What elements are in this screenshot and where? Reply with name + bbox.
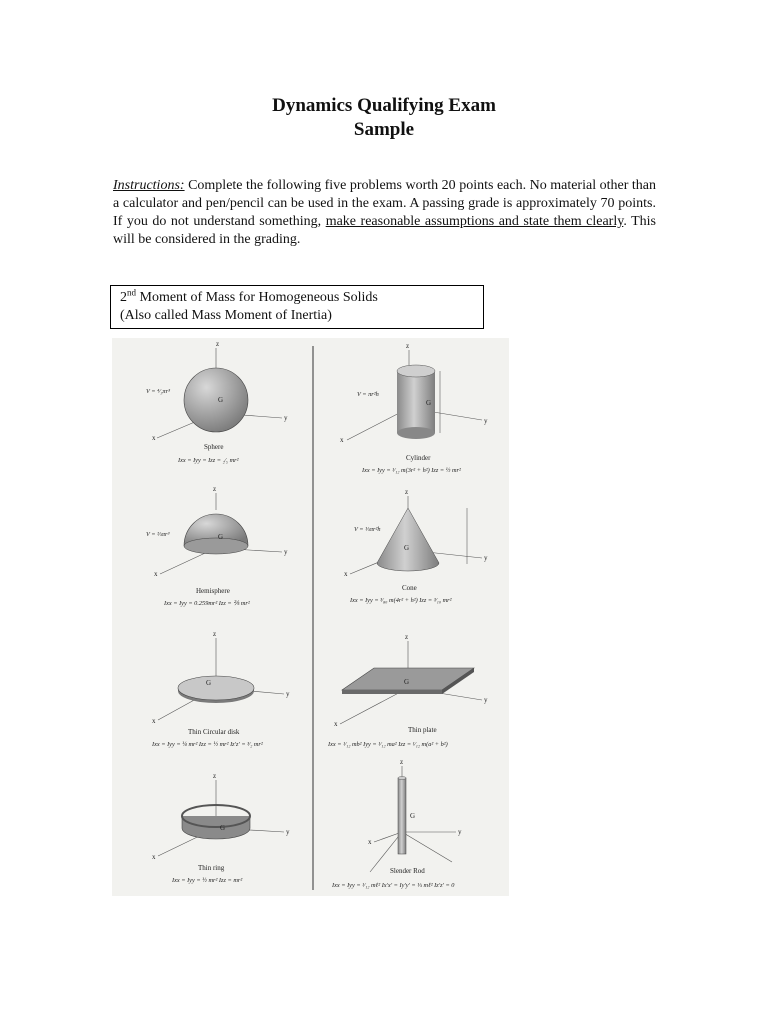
svg-text:y: y — [284, 414, 288, 422]
plate-formula: Ixx = ¹⁄₁₂ mb² Iyy = ¹⁄₁₂ ma² Izz = ¹⁄₁₂ m(a² + b²) — [328, 741, 448, 748]
svg-text:y: y — [484, 696, 488, 704]
svg-text:y: y — [286, 828, 290, 836]
svg-text:z: z — [216, 340, 220, 348]
cylinder-label: Cylinder — [406, 454, 431, 462]
svg-text:y: y — [458, 828, 462, 836]
box-line-1 — [120, 289, 483, 307]
svg-text:z: z — [213, 772, 217, 780]
ring-formula: Ixx = Iyy = ½ mr² Izz = mr² — [172, 877, 243, 884]
hemisphere-label: Hemisphere — [196, 587, 230, 595]
instructions-text-2: . This will be considered in the grading. — [113, 214, 656, 247]
disk-figure — [151, 630, 290, 748]
document-title — [0, 94, 768, 142]
svg-text:G: G — [404, 544, 410, 552]
cone-volume: V = ⅓πr²h — [354, 526, 381, 533]
rod-label: Slender Rod — [390, 867, 425, 875]
svg-text:G: G — [410, 812, 416, 820]
cone-figure — [344, 488, 488, 604]
svg-text:x: x — [152, 717, 156, 725]
svg-text:x: x — [334, 720, 338, 728]
svg-text:G: G — [220, 824, 226, 832]
svg-text:y: y — [284, 548, 288, 556]
hemisphere-volume: V = ⅔πr³ — [146, 531, 170, 538]
svg-text:x: x — [152, 853, 156, 861]
svg-text:x: x — [340, 436, 344, 444]
svg-text:z: z — [406, 342, 410, 350]
cone-formula: Ixx = Iyy = ³⁄₈₀ m(4r² + h²) Izz = ³⁄₁₀ mr² — [350, 597, 452, 604]
plate-label: Thin plate — [408, 726, 437, 734]
instructions-underlined: make reasonable assumptions and state them clearly — [325, 214, 624, 229]
svg-text:z: z — [405, 488, 409, 496]
inertia-figure-svg — [112, 338, 509, 896]
sphere-formula: Ixx = Iyy = Izz = ₂⁄₅ mr² — [178, 457, 239, 464]
ring-label: Thin ring — [198, 864, 225, 872]
svg-text:G: G — [218, 396, 224, 404]
sphere-figure — [146, 340, 288, 464]
svg-text:G: G — [404, 678, 410, 686]
instructions-lead: Instructions: — [113, 178, 185, 193]
box-line-1-prefix: 2 — [120, 290, 127, 305]
sphere-volume: V = ⁴⁄₃πr³ — [146, 388, 171, 395]
svg-text:z: z — [400, 758, 404, 766]
svg-text:G: G — [218, 533, 224, 541]
moment-of-inertia-box — [110, 285, 484, 329]
hemisphere-figure — [146, 485, 288, 607]
svg-text:x: x — [154, 570, 158, 578]
svg-text:G: G — [426, 399, 432, 407]
hemisphere-formula: Ixx = Iyy = 0.259mr² Izz = ⅖ mr² — [164, 600, 250, 607]
rod-figure — [331, 758, 462, 889]
title-line-1: Dynamics Qualifying Exam — [272, 95, 496, 116]
disk-formula: Ixx = Iyy = ¼ mr² Izz = ½ mr² Iz'z' = ³⁄₂ mr² — [152, 741, 263, 748]
box-line-1-sup: nd — [127, 287, 136, 298]
plate-figure — [327, 633, 488, 748]
rod-formula: Ixx = Iyy = ¹⁄₁₂ mℓ² Ix'x' = Iy'y' = ⅓ mℓ² Iz'z' = 0 — [332, 882, 455, 889]
svg-text:x: x — [152, 434, 156, 442]
disk-label: Thin Circular disk — [188, 728, 240, 736]
instructions-paragraph — [113, 177, 656, 249]
svg-text:G: G — [206, 679, 212, 687]
sphere-label: Sphere — [204, 443, 224, 451]
svg-text:y: y — [286, 690, 290, 698]
title-line-2: Sample — [353, 119, 415, 140]
cylinder-figure — [340, 342, 488, 474]
cylinder-formula: Ixx = Iyy = ¹⁄₁₂ m(3r² + h²) Izz = ½ mr² — [362, 467, 461, 474]
svg-text:z: z — [213, 485, 217, 493]
svg-text:z: z — [213, 630, 217, 638]
inertia-figure — [112, 338, 509, 896]
ring-figure — [152, 772, 290, 884]
svg-text:y: y — [484, 417, 488, 425]
instructions-text-1: Complete the following five problems worth 20 points each. No material other than a calculator and pen/pencil can be used in the exam. A passing grade is approximately 70 points. If you do not understand something, — [113, 178, 656, 229]
cylinder-volume: V = πr²h — [357, 391, 379, 398]
box-line-1-rest: Moment of Mass for Homogeneous Solids — [136, 290, 378, 305]
svg-text:x: x — [344, 570, 348, 578]
svg-text:y: y — [484, 554, 488, 562]
svg-text:z: z — [405, 633, 409, 641]
svg-text:x: x — [368, 838, 372, 846]
box-line-2: (Also called Mass Moment of Inertia) — [120, 308, 332, 323]
cone-label: Cone — [402, 584, 417, 592]
